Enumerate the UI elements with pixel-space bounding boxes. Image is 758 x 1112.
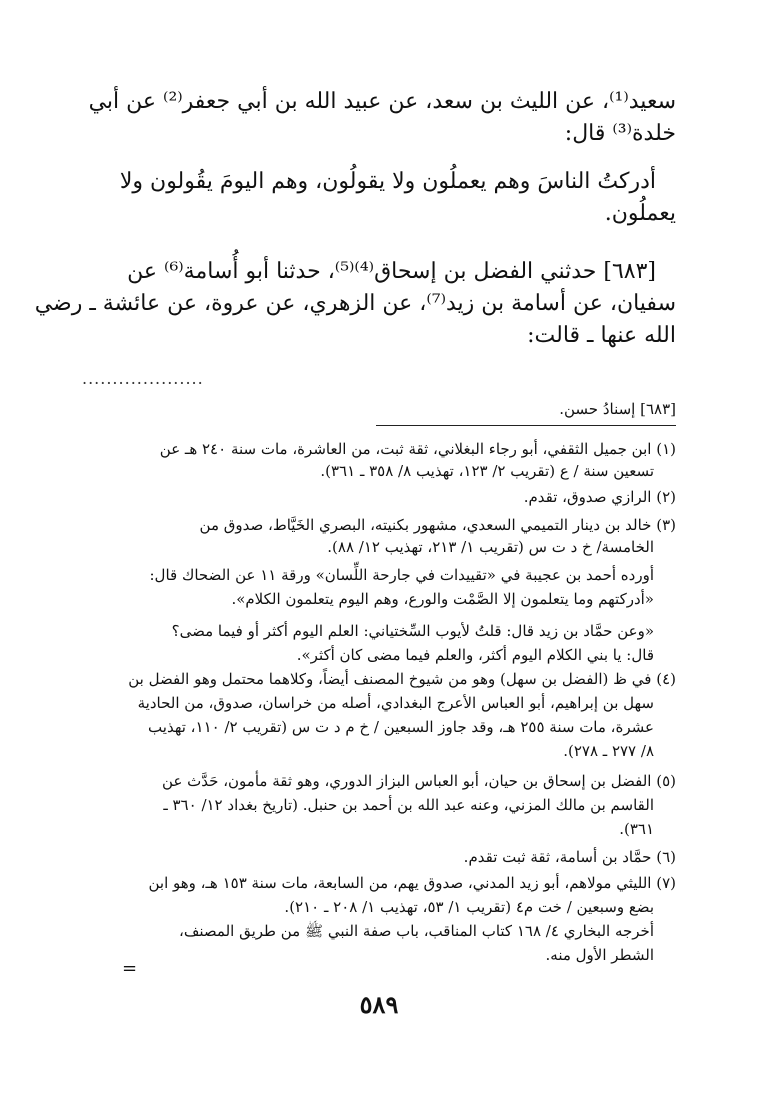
- main-text-line: سعيد⁽¹⁾، عن الليث بن سعد، عن عبيد الله بن أبي جعفر⁽²⁾ عن أبي: [88, 89, 676, 114]
- footnote-line: الشطر الأول منه.: [545, 946, 654, 964]
- footnote-line: سهل بن إبراهيم، أبو العباس الأعرج البغدادي، أصله من خراسان، صدوق، من الحادية: [137, 694, 654, 712]
- hadith-line: الله عنها ـ قالت:: [527, 323, 676, 348]
- footnote-line: «وعن حمَّاد بن زيد قال: قلتُ لأيوب السِّختياني: العلم اليوم أكثر أو فيما مضى؟: [171, 622, 654, 640]
- footnote-line: (٤) في ظ (الفضل بن سهل) وهو من شيوخ المصنف أيضاً، وكلاهما محتمل وهو الفضل بن: [128, 670, 676, 688]
- footnote-line: (٢) الرازي صدوق، تقدم.: [523, 488, 676, 506]
- isnad-note: [٦٨٣] إسنادُ حسن.: [559, 400, 676, 418]
- footnote-line: «أدركتهم وما يتعلمون إلا الصَّمْت والورع، وهم اليوم يتعلمون الكلام».: [231, 590, 654, 608]
- hadith-line: سفيان، عن أسامة بن زيد⁽⁷⁾، عن الزهري، عن عروة، عن عائشة ـ رضي: [34, 291, 676, 316]
- footnote-line: بضع وسبعين / خت م٤ (تقريب ١/ ٥٣، تهذيب ١/ ٢٠٨ ـ ٢١٠).: [284, 898, 654, 916]
- footnote-line: القاسم بن مالك المزني، وعنه عبد الله بن أحمد بن حنبل. (تاريخ بغداد ١٢/ ٣٦٠ ـ: [163, 796, 654, 814]
- footnote-line: (٦) حمَّاد بن أسامة، ثقة ثبت تقدم.: [463, 848, 676, 866]
- main-text-line: خلدة⁽³⁾ قال:: [564, 121, 676, 146]
- footnote-line: تسعين سنة / ع (تقريب ٢/ ١٢٣، تهذيب ٨/ ٣٥٨ ـ ٣٦١).: [320, 462, 654, 480]
- footnote-line: قال: يا بني الكلام اليوم أكثر، والعلم فيما مضى كان أكثر».: [296, 646, 654, 664]
- footnote-line: (٥) الفضل بن إسحاق بن حيان، أبو العباس البزاز الدوري، وهو ثقة مأمون، حَدَّث عن: [162, 772, 676, 790]
- footnote-line: ٣٦١).: [619, 820, 654, 838]
- quote-line: أدركتُ الناسَ وهم يعملُون ولا يقولُون، وهم اليومَ يقُولون ولا: [119, 169, 656, 194]
- footnote-line: أورده أحمد بن عجيبة في «تقييدات في جارحة اللِّسان» ورقة ١١ عن الضحاك قال:: [149, 566, 654, 584]
- footnote-line: أخرجه البخاري ٤/ ١٦٨ كتاب المناقب، باب صفة النبي ﷺ من طريق المصنف،: [179, 922, 654, 940]
- page-number: ٥٨٩: [359, 990, 399, 1019]
- ellipsis-dots: ....................: [82, 369, 204, 388]
- footnote-line: (١) ابن جميل الثقفي، أبو رجاء البغلاني، ثقة ثبت، من العاشرة، مات سنة ٢٤٠ هـ عن: [159, 440, 676, 458]
- quote-line: يعملُون.: [604, 201, 676, 226]
- continuation-marker: =: [122, 958, 138, 979]
- footnote-divider: [376, 425, 676, 426]
- hadith-line: [٦٨٣] حدثني الفضل بن إسحاق⁽⁴⁾⁽⁵⁾، حدثنا أبو أُسامة⁽⁶⁾ عن: [127, 259, 656, 284]
- footnote-line: الخامسة/ خ د ت س (تقريب ١/ ٢١٣، تهذيب ١٢/ ٨٨).: [327, 538, 654, 556]
- footnote-line: عشرة، مات سنة ٢٥٥ هـ، وقد جاوز السبعين / خ م د ت س (تقريب ٢/ ١١٠، تهذيب: [148, 718, 654, 736]
- footnote-line: ٨/ ٢٧٧ ـ ٢٧٨).: [563, 742, 654, 760]
- footnote-line: (٣) خالد بن دينار التميمي السعدي، مشهور بكنيته، البصري الخَيَّاط، صدوق من: [199, 516, 676, 534]
- footnote-line: (٧) الليثي مولاهم، أبو زيد المدني، صدوق يهم، من السابعة، مات سنة ١٥٣ هـ، وهو ابن: [148, 874, 676, 892]
